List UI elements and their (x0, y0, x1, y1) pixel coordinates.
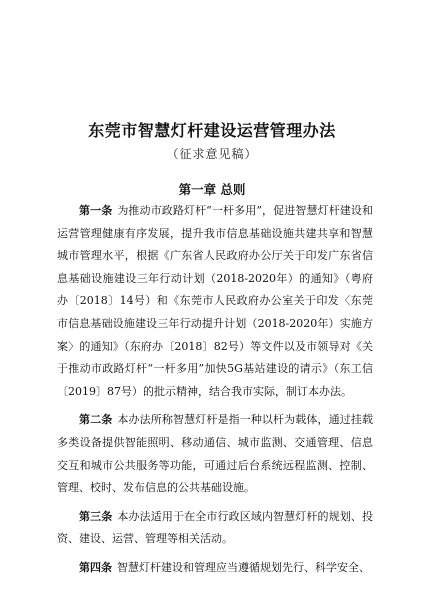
document-subtitle: （征求意见稿） (166, 147, 258, 161)
article-3 (57, 506, 373, 551)
article-4 (57, 557, 373, 580)
article-label: 第一条 (79, 204, 113, 217)
article-label: 第三条 (79, 509, 113, 523)
article-text: 智慧灯杆建设和管理应当遵循规划先行、科学安全、 (117, 560, 370, 574)
document-title: 东莞市智慧灯杆建设运营管理办法 (88, 121, 336, 140)
article-label: 第四条 (79, 560, 112, 574)
article-1 (57, 200, 373, 403)
article-label: 第二条 (79, 413, 113, 427)
chapter-heading: 第一章 总则 (178, 182, 246, 197)
document-body (57, 200, 373, 584)
article-text: 为推动市政路灯杆“一杆多用”，促进智慧灯杆建设和运营管理健康有序发展，提升我市信息基础设施共建共享和智慧城市管理水平，根据《广东省人民政府办公厅关于印发广东省信息基础设施建设三年行动计划（2018-2020年）的通知》（粤府办〔2018〕14号）和《东莞市人民政府办公室关于印发〈东莞市信息基础设施建设三年行动提升计划（2018-2020年）实施方案〉的通知》（东府办〔2018〕82号）等文件以及市领导对《关于推动市政路灯杆“一杆多用”加快5G基站建设的请示》（东工信〔2019〕87号）的批示精神，结合我市实际，制订本办法。 (57, 204, 374, 398)
article-2 (57, 409, 373, 499)
article-text: 本办法适用于在全市行政区域内智慧灯杆的规划、投资、建设、运营、管理等相关活动。 (57, 509, 374, 546)
article-text: 本办法所称智慧灯杆是指一种以杆为载体，通过挂载多类设备提供智能照明、移动通信、城市监测、交通管理、信息交互和城市公共服务等功能，可通过后台系统远程监测、控制、管理、校时、发布信息的公共基础设施。 (57, 413, 374, 495)
